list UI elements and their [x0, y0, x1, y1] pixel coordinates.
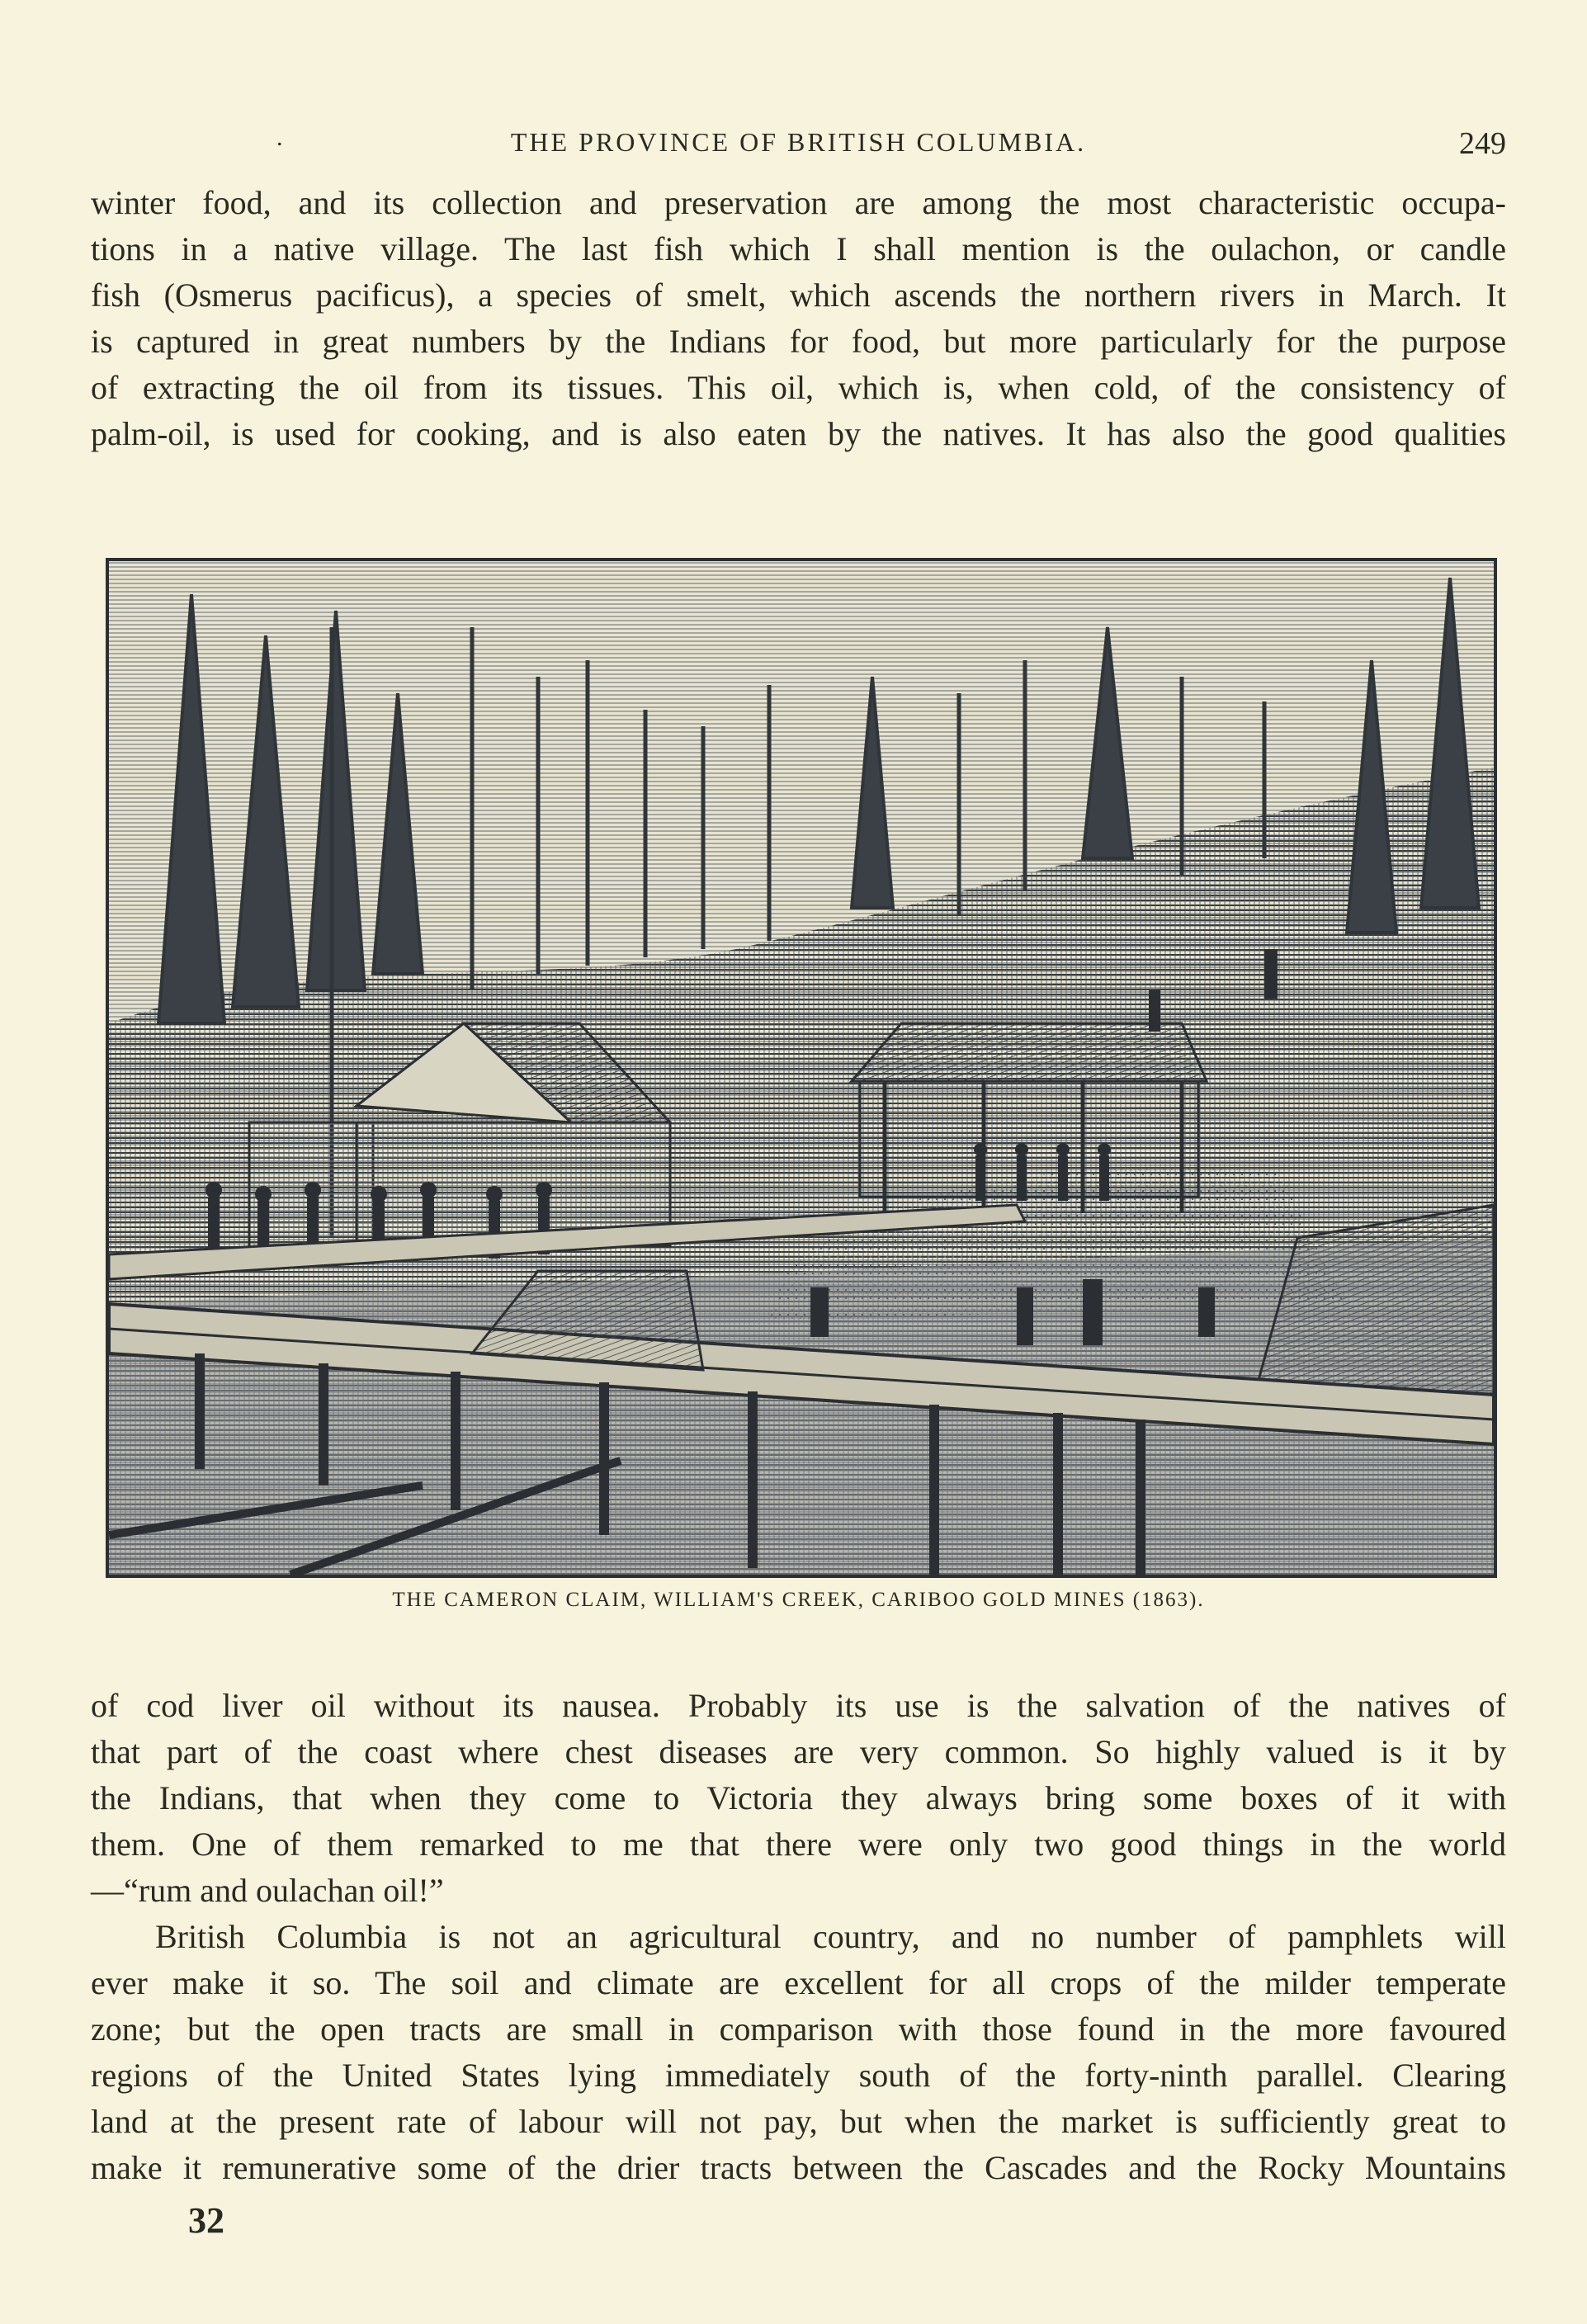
text-line: make it remunerative some of the drier tracts between the Cascades and the Rocky Mountains [91, 2149, 1506, 2186]
text-line: them. One of them remarked to me that there were only two good things in the world [91, 1826, 1506, 1863]
text-line: palm-oil, is used for cooking, and is also eaten by the natives. It has also the good qualities [91, 415, 1506, 452]
text-line: the Indians, that when they come to Victoria they always bring some boxes of it with [91, 1779, 1506, 1816]
paragraph-middle [91, 1683, 1506, 1914]
signature-mark: 32 [188, 2200, 224, 2241]
text-line: —“rum and oulachan oil!” [91, 1872, 444, 1909]
engraving-drawing [109, 561, 1494, 1575]
text-line: of extracting the oil from its tissues. This oil, which is, when cold, of the consistency of [91, 369, 1506, 406]
text-line: fish (Osmerus pacificus), a species of smelt, which ascends the northern rivers in March. It [91, 276, 1506, 314]
page-number: 249 [1459, 126, 1506, 161]
paragraph-bottom [91, 1914, 1506, 2191]
running-head-title: THE PROVINCE OF BRITISH COLUMBIA. [510, 127, 1087, 157]
text-line: is captured in great numbers by the Indians for food, but more particularly for the purpose [91, 323, 1506, 360]
text-line: land at the present rate of labour will not pay, but when the market is sufficiently great to [91, 2103, 1506, 2140]
paragraph-top [91, 180, 1506, 457]
text-line: of cod liver oil without its nausea. Probably its use is the salvation of the natives of [91, 1687, 1506, 1724]
running-head-dot: . [276, 124, 283, 151]
text-line: zone; but the open tracts are small in comparison with those found in the more favoured [91, 2010, 1506, 2048]
engraving-illustration [106, 558, 1497, 1578]
text-line: tions in a native village. The last fish which I shall mention is the oulachon, or candle [91, 230, 1506, 267]
text-line: ever make it so. The soil and climate are excellent for all crops of the milder temperate [91, 1964, 1506, 2001]
text-line: that part of the coast where chest diseases are very common. So highly valued is it by [91, 1733, 1506, 1770]
running-head [91, 124, 1506, 165]
text-line: regions of the United States lying immediately south of the forty-ninth parallel. Clearing [91, 2057, 1506, 2094]
text-line: British Columbia is not an agricultural country, and no number of pamphlets will [155, 1918, 1506, 1955]
illustration-caption: THE CAMERON CLAIM, WILLIAM'S CREEK, CARIBOO GOLD MINES (1863). [392, 1589, 1205, 1611]
text-line: winter food, and its collection and preservation are among the most characteristic occupa- [91, 184, 1506, 221]
